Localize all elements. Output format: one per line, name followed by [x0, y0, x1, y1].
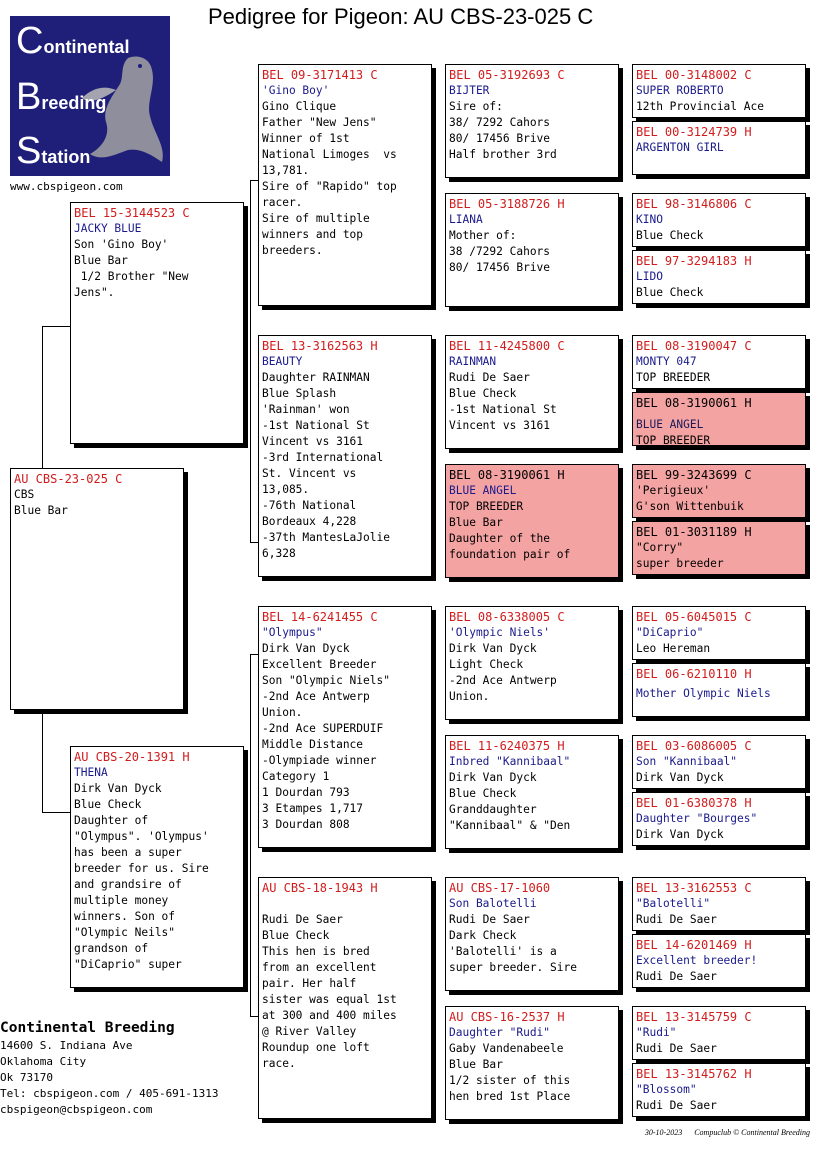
connector-line	[250, 180, 251, 542]
pigeon-notes: Dirk Van Dyck	[636, 828, 724, 841]
ancestor-box[interactable]	[632, 792, 806, 846]
organization-name: Continental Breeding	[0, 1020, 175, 1036]
website-link[interactable]: www.cbspigeon.com	[10, 180, 123, 193]
address-line: 14600 S. Indiana Ave	[0, 1039, 133, 1052]
pigeon-name: Excellent breeder!	[636, 954, 758, 967]
print-date: 30-10-2023	[644, 1128, 683, 1137]
logo-cap: S	[16, 130, 42, 172]
pigeon-name: THENA	[74, 766, 108, 779]
ring-number: BEL 98-3146806 C	[636, 197, 752, 211]
pigeon-name: "Blossom"	[636, 1083, 697, 1096]
subject-pigeon-box[interactable]	[10, 468, 184, 710]
ancestor-box[interactable]	[632, 335, 806, 389]
ring-number: BEL 08-3190047 C	[636, 339, 752, 353]
pigeon-notes: Rudi De Saer	[636, 970, 717, 983]
connector-line	[250, 180, 258, 181]
pigeon-name: Daughter "Bourges"	[636, 812, 758, 825]
great-grandparent-box[interactable]	[445, 735, 619, 849]
state-zip-line: Ok 73170	[0, 1071, 53, 1084]
pigeon-name: RAINMAN	[449, 355, 497, 368]
logo-line-continental	[16, 20, 129, 63]
footer	[645, 1128, 810, 1137]
ring-number: AU CBS-18-1943 H	[262, 881, 378, 895]
ancestor-box[interactable]	[632, 392, 806, 446]
pigeon-name: MONTY 047	[636, 355, 697, 368]
pigeon-notes: Dirk Van Dyck Excellent Breeder Son "Olympic Niels" -2nd Ace Antwerp Union. -2nd Ace SUPERDUIF Middle Distance -Olympiade winner Category 1 1 Dourdan 793 3 Etampes 1,717 3 Dourdan 808	[262, 642, 390, 831]
grandparent-box[interactable]	[258, 64, 432, 306]
pigeon-name: BLUE ANGEL	[636, 418, 704, 431]
pigeon-notes: Rudi De Saer	[636, 913, 717, 926]
pigeon-notes: Leo Hereman	[636, 642, 711, 655]
logo-cap: C	[16, 20, 44, 62]
ancestor-box[interactable]	[632, 521, 806, 575]
cbs-logo	[10, 16, 170, 176]
pigeon-notes: Rudi De Saer	[636, 1042, 717, 1055]
pigeon-notes: Gaby Vandenabeele Blue Bar 1/2 sister of this hen bred 1st Place	[449, 1042, 571, 1103]
city-line: Oklahoma City	[0, 1055, 87, 1068]
ancestor-box[interactable]	[632, 663, 806, 717]
connector-line	[42, 326, 70, 327]
page-title: Pedigree for Pigeon: AU CBS-23-025 C	[208, 4, 594, 29]
logo-rest: tation	[41, 147, 91, 167]
connector-line	[42, 710, 43, 812]
great-grandparent-box[interactable]	[445, 64, 619, 178]
pigeon-name: KINO	[636, 213, 663, 226]
pigeon-notes: 12th Provincial Ace	[636, 100, 764, 113]
empty-name-line	[262, 896, 428, 912]
ring-number: BEL 11-6240375 H	[449, 739, 565, 753]
logo-cap: B	[16, 76, 42, 118]
pigeon-notes: Rudi De Saer	[636, 1099, 717, 1112]
ancestor-box[interactable]	[632, 1063, 806, 1117]
ring-number: BEL 13-3145759 C	[636, 1010, 752, 1024]
sire-box[interactable]	[70, 202, 244, 444]
connector-line	[250, 542, 258, 543]
ancestor-box[interactable]	[632, 1006, 806, 1060]
pigeon-notes: Dirk Van Dyck	[636, 771, 724, 784]
ring-number: BEL 14-6201469 H	[636, 938, 752, 952]
pigeon-notes: G'son Wittenbuik	[636, 500, 744, 513]
ancestor-box[interactable]	[632, 464, 806, 518]
phone-line[interactable]: Tel: cbspigeon.com / 405-691-1313	[0, 1087, 219, 1100]
ring-number: BEL 05-6045015 C	[636, 610, 752, 624]
pigeon-name: LIANA	[449, 213, 483, 226]
ring-number: BEL 06-6210110 H	[636, 667, 752, 681]
pigeon-notes: Daughter RAINMAN Blue Splash 'Rainman' won -1st National St Vincent vs 3161 -3rd International St. Vincent vs 13,085. -76th National Bordeaux 4,228 -37th MantesLaJolie 6,328	[262, 371, 390, 560]
ring-number: AU CBS-16-2537 H	[449, 1010, 565, 1024]
pigeon-name: "Corry"	[636, 541, 684, 554]
pigeon-notes: TOP BREEDER Blue Bar Daughter of the foundation pair of	[449, 500, 571, 561]
ring-number: BEL 13-3162553 C	[636, 881, 752, 895]
ring-number: BEL 13-3145762 H	[636, 1067, 752, 1081]
ring-number: BEL 97-3294183 H	[636, 254, 752, 268]
ring-number: BEL 11-4245800 C	[449, 339, 565, 353]
ring-number: BEL 03-6086005 C	[636, 739, 752, 753]
ring-number: AU CBS-23-025 C	[14, 472, 123, 486]
ancestor-box[interactable]	[632, 64, 806, 118]
pigeon-name: Son Balotelli	[449, 897, 537, 910]
connector-line	[42, 812, 70, 813]
ring-number: BEL 05-3188726 H	[449, 197, 565, 211]
pigeon-name: Inbred "Kannibaal"	[449, 755, 571, 768]
pigeon-name: 'Gino Boy'	[262, 84, 330, 97]
grandparent-box[interactable]	[258, 606, 432, 848]
contact-info	[0, 1018, 219, 1118]
ancestor-box[interactable]	[632, 121, 806, 175]
great-grandparent-box[interactable]	[445, 464, 619, 578]
ring-number: AU CBS-17-1060	[449, 881, 551, 895]
ring-number: BEL 00-3148002 C	[636, 68, 752, 82]
footer-credit: Compuclub © Continental Breeding	[694, 1128, 810, 1137]
logo-rest: reeding	[41, 93, 107, 113]
ancestor-box[interactable]	[632, 250, 806, 304]
ring-number: BEL 00-3124739 H	[636, 125, 752, 139]
pigeon-notes: TOP BREEDER	[636, 434, 711, 446]
ancestor-box[interactable]	[632, 193, 806, 247]
pigeon-notes: Dirk Van Dyck Blue Check Granddaughter "Kannibaal" & "Den	[449, 771, 571, 832]
pigeon-notes: TOP BREEDER	[636, 371, 711, 384]
logo-rest: ontinental	[43, 37, 130, 57]
ancestor-box[interactable]	[632, 934, 806, 988]
great-grandparent-box[interactable]	[445, 335, 619, 449]
connector-line	[42, 326, 43, 468]
pigeon-notes: Blue Check	[636, 229, 704, 242]
pigeon-notes: Rudi De Saer Dark Check 'Balotelli' is a super breeder. Sire	[449, 913, 577, 974]
pigeon-notes: Blue Check	[636, 286, 704, 299]
ancestor-box[interactable]	[632, 735, 806, 789]
ring-number: AU CBS-20-1391 H	[74, 750, 190, 764]
ring-number: BEL 08-3190061 H	[449, 468, 565, 482]
ring-number: BEL 14-6241455 C	[262, 610, 378, 624]
pigeon-notes: Son 'Gino Boy' Blue Bar 1/2 Brother "New Jens".	[74, 238, 189, 299]
grandparent-box[interactable]	[258, 335, 432, 577]
logo-line-station	[16, 130, 90, 173]
pigeon-name: LIDO	[636, 270, 663, 283]
pigeon-notes: Rudi De Saer Blue Check This hen is bred from an excellent pair. Her half sister was equal 1st at 300 and 400 miles @ River Valley Roundup one loft race.	[262, 913, 397, 1070]
pigeon-name: ARGENTON GIRL	[636, 141, 724, 154]
pigeon-name: Mother Olympic Niels	[636, 687, 771, 700]
pigeon-notes: Rudi De Saer Blue Check -1st National St Vincent vs 3161	[449, 371, 557, 432]
grandparent-box[interactable]	[258, 877, 432, 1119]
pigeon-notes: Gino Clique Father "New Jens" Winner of 1st National Limoges vs 13,781. Sire of "Rapido" top racer. Sire of multiple winners and top breeders.	[262, 100, 397, 257]
ancestor-box[interactable]	[632, 606, 806, 660]
ring-number: BEL 09-3171413 C	[262, 68, 378, 82]
pigeon-name: JACKY BLUE	[74, 222, 142, 235]
pigeon-name: BEAUTY	[262, 355, 303, 368]
logo-line-breeding	[16, 76, 106, 119]
ring-number: BEL 99-3243699 C	[636, 468, 752, 482]
connector-line	[250, 654, 258, 655]
ring-number: BEL 13-3162563 H	[262, 339, 378, 353]
pigeon-name: "DiCaprio"	[636, 626, 704, 639]
pigeon-name: SUPER ROBERTO	[636, 84, 724, 97]
ring-number: BEL 08-6338005 C	[449, 610, 565, 624]
pigeon-name: 'Olympic Niels'	[449, 626, 551, 639]
pigeon-name: "Balotelli"	[636, 897, 711, 910]
pigeon-notes: CBS Blue Bar	[14, 488, 68, 517]
pigeon-name: "Rudi"	[636, 1026, 677, 1039]
ring-number: BEL 05-3192693 C	[449, 68, 565, 82]
great-grandparent-box[interactable]	[445, 877, 619, 991]
pigeon-notes: Dirk Van Dyck Blue Check Daughter of "Olympus". 'Olympus' has been a super breeder for us. Sire and grandsire of multiple money winners. Son of "Olympic Neils" grandson of "DiCaprio" super	[74, 782, 209, 971]
connector-line	[250, 1016, 258, 1017]
ring-number: BEL 15-3144523 C	[74, 206, 190, 220]
great-grandparent-box[interactable]	[445, 1006, 619, 1120]
pigeon-name: BLUE ANGEL	[449, 484, 517, 497]
ring-number: BEL 01-6380378 H	[636, 796, 752, 810]
pigeon-name: Daughter "Rudi"	[449, 1026, 551, 1039]
pigeon-name: 'Perigieux'	[636, 484, 711, 497]
ring-number: BEL 08-3190061 H	[636, 396, 752, 410]
ancestor-box[interactable]	[632, 877, 806, 931]
pigeon-notes: Sire of: 38/ 7292 Cahors 80/ 17456 Brive Half brother 3rd	[449, 100, 557, 161]
pigeon-name: "Olympus"	[262, 626, 323, 639]
connector-line	[250, 654, 251, 1016]
ring-number: BEL 01-3031189 H	[636, 525, 752, 539]
email-link[interactable]: cbspigeon@cbspigeon.com	[0, 1103, 153, 1116]
pigeon-name: Son "Kannibaal"	[636, 755, 738, 768]
pigeon-name: BIJTER	[449, 84, 490, 97]
pigeon-notes: Dirk Van Dyck Light Check -2nd Ace Antwerp Union.	[449, 642, 557, 703]
great-grandparent-box[interactable]	[445, 193, 619, 307]
great-grandparent-box[interactable]	[445, 606, 619, 720]
pigeon-notes: super breeder	[636, 557, 724, 570]
pigeon-notes: Mother of: 38 /7292 Cahors 80/ 17456 Brive	[449, 229, 551, 274]
dam-box[interactable]	[70, 746, 244, 988]
